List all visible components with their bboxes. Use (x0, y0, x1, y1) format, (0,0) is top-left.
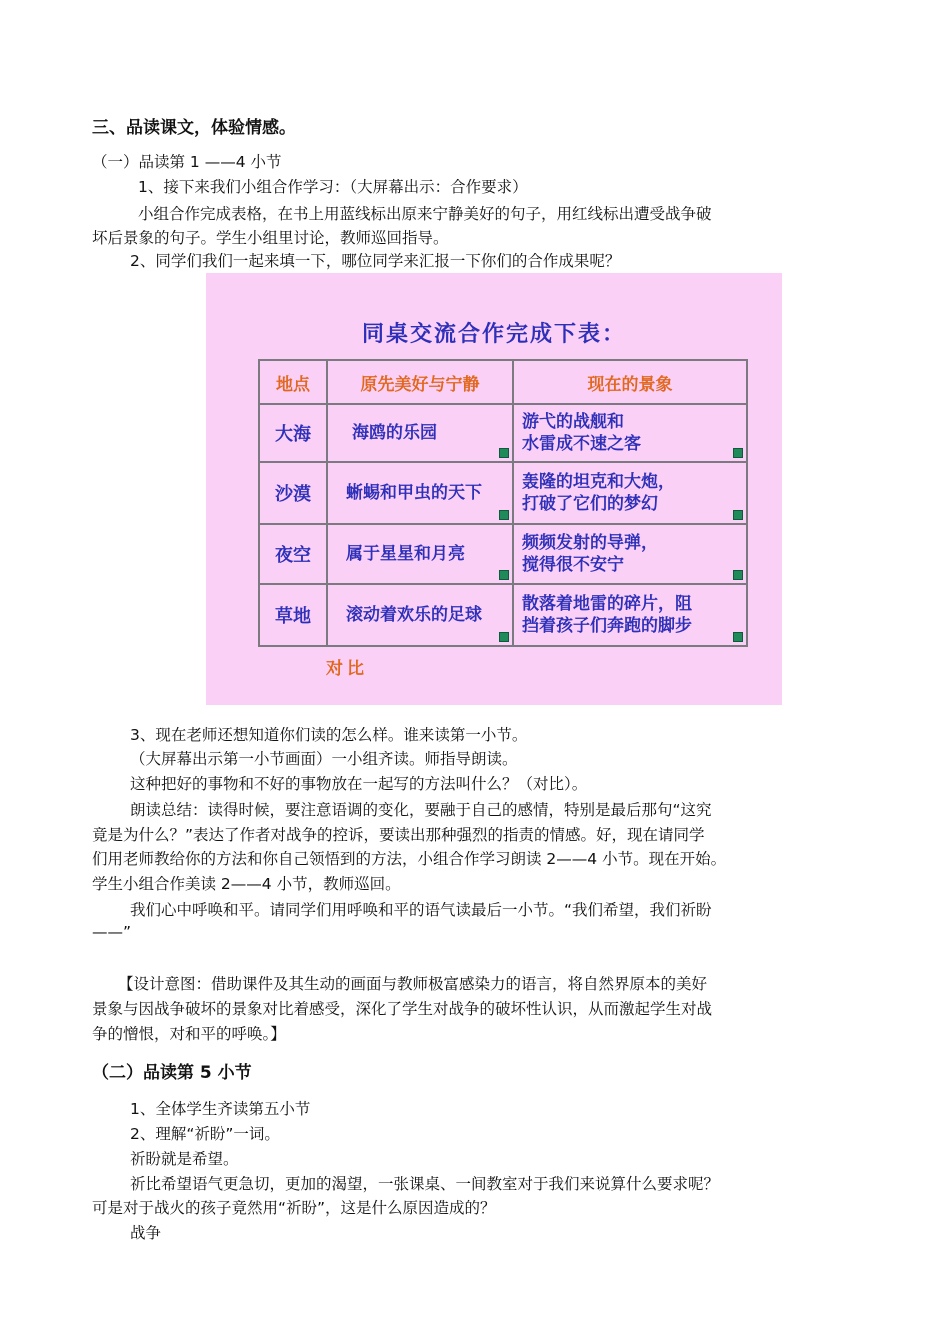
place-cell: 沙漠 (259, 462, 327, 524)
table-row (259, 584, 747, 646)
design-note: 【设计意图：借助课件及其生动的画面与教师极富感染力的语言，将自然界原本的美好 (118, 975, 708, 993)
table-header-row (259, 360, 747, 404)
marker-icon (499, 510, 509, 520)
subsection-heading: （一）品读第 1 ——4 小节 (92, 153, 282, 171)
place-cell: 大海 (259, 404, 327, 462)
paragraph: 2、同学们我们一起来填一下，哪位同学来汇报一下你们的合作成果呢？ (130, 252, 621, 270)
subsection-heading: （二）品读第 5 小节 (92, 1063, 252, 1083)
marker-icon (499, 570, 509, 580)
slide-footer-label: 对比 (326, 659, 368, 679)
paragraph: （大屏幕出示第一小节画面）一小组齐读。师指导朗读。 (130, 750, 518, 768)
paragraph: 坏后景象的句子。学生小组里讨论，教师巡回指导。 (92, 229, 449, 247)
paragraph: 我们心中呼唤和平。请同学们用呼唤和平的语气读最后一小节。“我们希望，我们祈盼 (130, 901, 712, 919)
paragraph: 们用老师教给你的方法和你自己领悟到的方法，小组合作学习朗读 2——4 小节。现在开始。 (92, 850, 727, 868)
comparison-table (258, 359, 748, 647)
before-cell: 蜥蜴和甲虫的天下 (327, 462, 513, 524)
paragraph: 1、全体学生齐读第五小节 (130, 1100, 311, 1118)
paragraph: ——” (92, 923, 132, 941)
before-cell: 海鸥的乐园 (327, 404, 513, 462)
paragraph: 3、现在老师还想知道你们读的怎么样。谁来读第一小节。 (130, 726, 528, 744)
table-row (259, 404, 747, 462)
design-note: 争的憎恨，对和平的呼唤。】 (92, 1025, 286, 1043)
header-cell: 原先美好与宁静 (327, 360, 513, 404)
paragraph: 祈盼就是希望。 (130, 1150, 239, 1168)
paragraph: 1、接下来我们小组合作学习：（大屏幕出示：合作要求） (138, 178, 528, 196)
marker-icon (499, 448, 509, 458)
table-row (259, 524, 747, 584)
table-row (259, 462, 747, 524)
now-cell: 游弋的战舰和 水雷成不速之客 (513, 404, 747, 462)
now-cell: 轰隆的坦克和大炮， 打破了它们的梦幻 (513, 462, 747, 524)
now-cell: 频频发射的导弹， 搅得很不安宁 (513, 524, 747, 584)
before-cell: 属于星星和月亮 (327, 524, 513, 584)
marker-icon (733, 448, 743, 458)
paragraph: 学生小组合作美读 2——4 小节，教师巡回。 (92, 875, 401, 893)
marker-icon (733, 510, 743, 520)
now-cell: 散落着地雷的碎片，阻 挡着孩子们奔跑的脚步 (513, 584, 747, 646)
before-cell: 滚动着欢乐的足球 (327, 584, 513, 646)
paragraph: 竟是为什么？”表达了作者对战争的控诉，要读出那种强烈的指责的情感。好，现在请同学 (92, 826, 705, 844)
paragraph: 可是对于战火的孩子竟然用“祈盼”，这是什么原因造成的？ (92, 1199, 496, 1217)
header-cell: 现在的景象 (513, 360, 747, 404)
paragraph: 这种把好的事物和不好的事物放在一起写的方法叫什么？（对比）。 (130, 775, 588, 793)
paragraph: 朗读总结：读得时候，要注意语调的变化，要融于自己的感情，特别是最后那句“这究 (130, 801, 712, 819)
paragraph: 战争 (130, 1224, 162, 1242)
marker-icon (733, 570, 743, 580)
marker-icon (733, 632, 743, 642)
design-note: 景象与因战争破坏的景象对比着感受，深化了学生对战争的破坏性认识，从而激起学生对战 (92, 1000, 713, 1018)
paragraph: 2、理解“祈盼”一词。 (130, 1125, 280, 1143)
marker-icon (499, 632, 509, 642)
paragraph: 祈比希望语气更急切，更加的渴望，一张课桌、一间教室对于我们来说算什么要求呢？ (130, 1175, 720, 1193)
slide-image (206, 273, 782, 705)
section-heading: 三、品读课文，体验情感。 (92, 118, 296, 138)
place-cell: 夜空 (259, 524, 327, 584)
place-cell: 草地 (259, 584, 327, 646)
paragraph: 小组合作完成表格，在书上用蓝线标出原来宁静美好的句子，用红线标出遭受战争破 (138, 205, 712, 223)
header-cell: 地点 (259, 360, 327, 404)
slide-title: 同桌交流合作完成下表： (361, 321, 626, 347)
